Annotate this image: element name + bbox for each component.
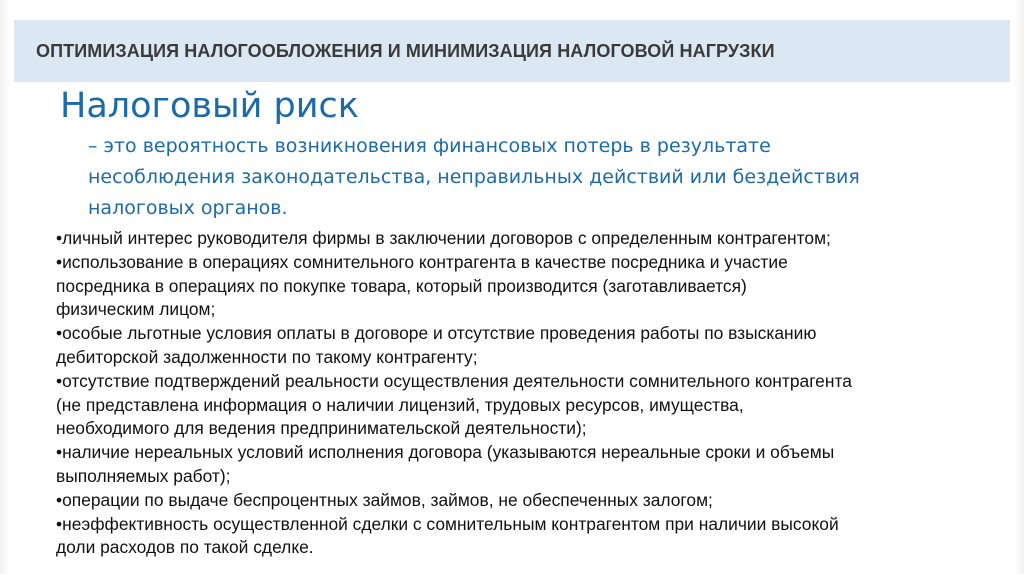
list-item-line: •особые льготные условия оплаты в договоре и отсутствие проведения работы по взысканию xyxy=(56,323,817,344)
list-item-line: выполняемых работ); xyxy=(56,465,231,486)
list-item-line: дебиторской задолженности по такому контрагенту; xyxy=(56,346,478,367)
slide-left-edge xyxy=(0,0,10,574)
slide-right-edge xyxy=(1014,0,1024,574)
definition-line: несоблюдения законодательства, неправильных действий или бездействия xyxy=(88,166,860,188)
page-title: Налоговый риск xyxy=(60,86,359,126)
header-title: ОПТИМИЗАЦИЯ НАЛОГООБЛОЖЕНИЯ И МИНИМИЗАЦИЯ НАЛОГОВОЙ НАГРУЗКИ xyxy=(36,41,775,61)
list-item-line: •использование в операциях сомнительного контрагента в качестве посредника и участие xyxy=(56,251,788,272)
list-item-line: доли расходов по такой сделке. xyxy=(56,537,314,558)
definition-line: – это вероятность возникновения финансовых потерь в результате xyxy=(88,135,771,157)
list-item-line: •операции по выдаче беспроцентных займов, займов, не обеспеченных залогом; xyxy=(56,489,713,510)
definition-line: налоговых органов. xyxy=(88,197,288,219)
list-item-line: •отсутствие подтверждений реальности осуществления деятельности сомнительного контрагента xyxy=(56,370,852,391)
list-item-line: •неэффективность осуществленной сделки с сомнительным контрагентом при наличии высокой xyxy=(56,513,839,534)
list-item-line: физическим лицом; xyxy=(56,299,216,320)
list-item-line: посредника в операциях по покупке товара, который производится (заготавливается) xyxy=(56,275,747,296)
risk-factors-list xyxy=(56,227,996,560)
definition-text xyxy=(88,131,988,224)
list-item-line: (не представлена информация о наличии лицензий, трудовых ресурсов, имущества, xyxy=(56,394,744,415)
list-item-line: необходимого для ведения предпринимательской деятельности); xyxy=(56,418,587,439)
list-item-line: •личный интерес руководителя фирмы в заключении договоров с определенным контрагентом; xyxy=(56,228,831,248)
list-item-line: •наличие нереальных условий исполнения договора (указываются нереальные сроки и объемы xyxy=(56,442,835,463)
